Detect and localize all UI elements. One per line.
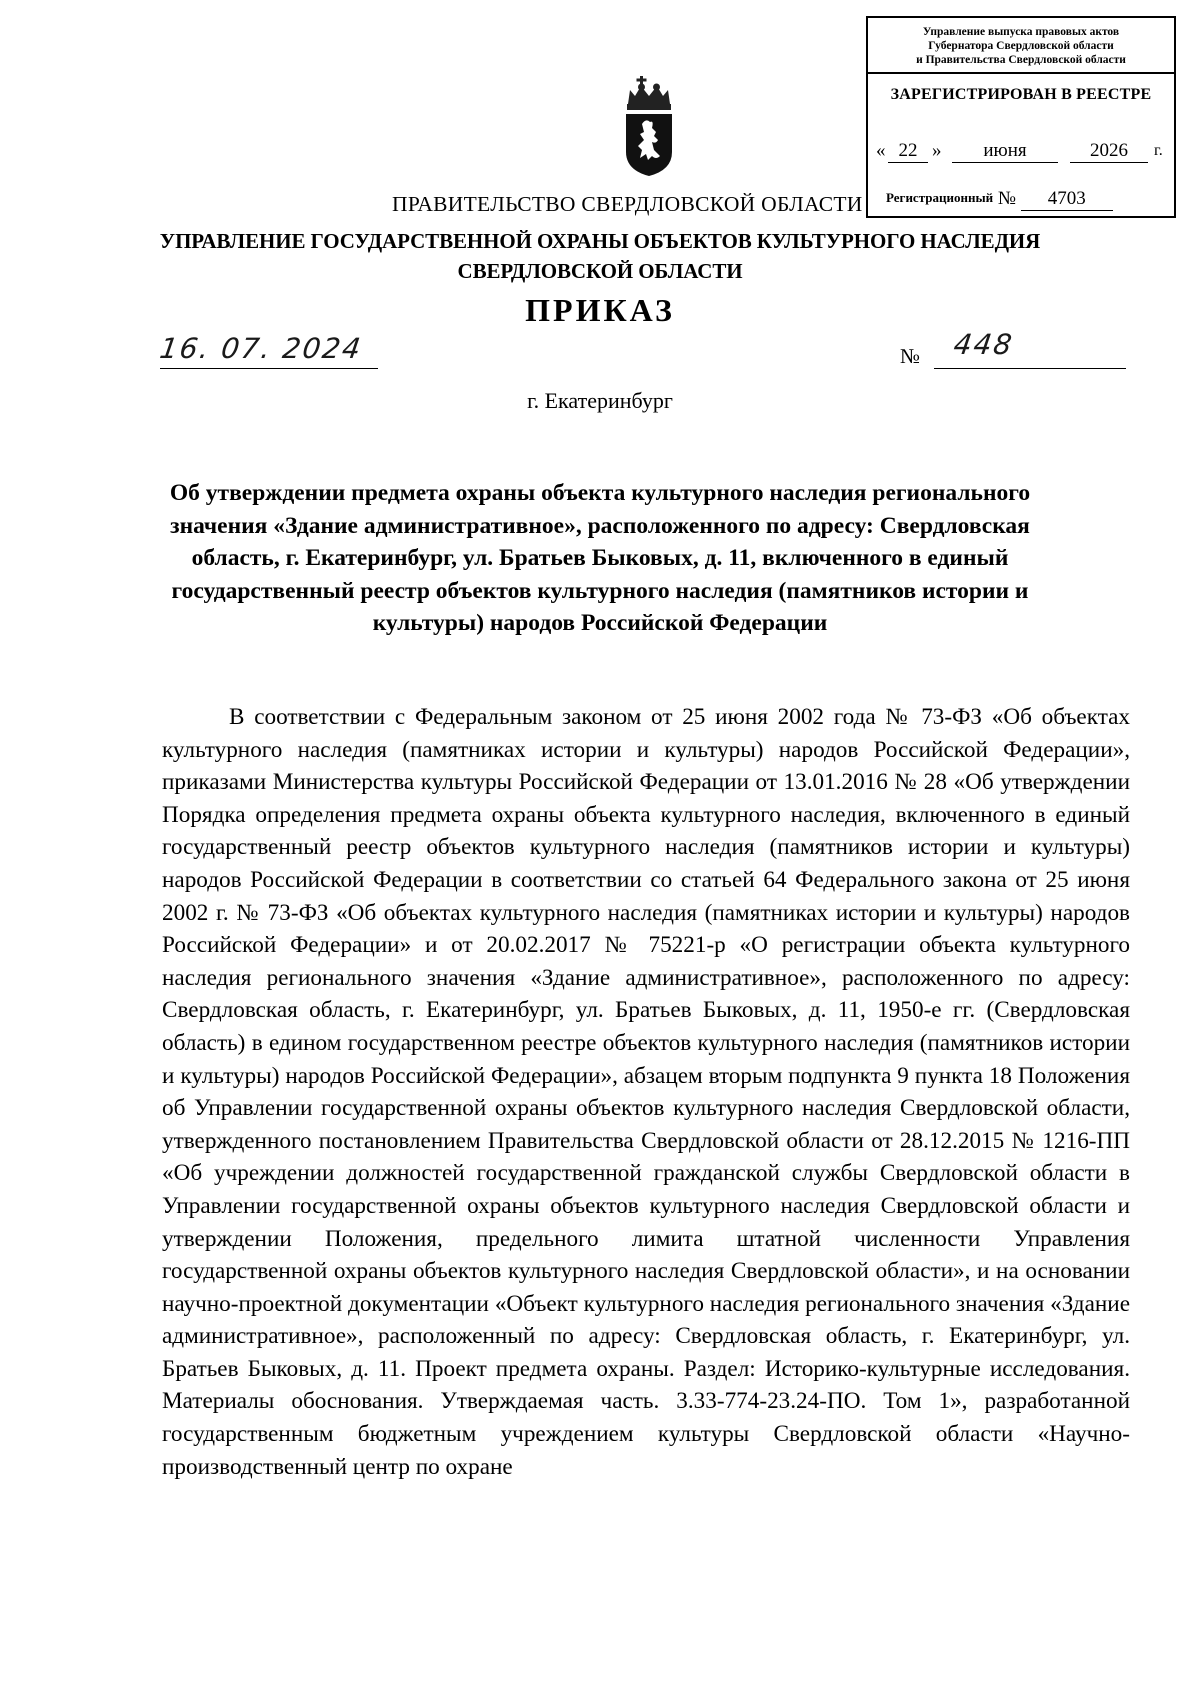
stamp-quote-open: « xyxy=(876,140,886,161)
stamp-title: ЗАРЕГИСТРИРОВАН В РЕЕСТРЕ xyxy=(890,86,1152,103)
body-text xyxy=(162,701,1130,1483)
stamp-day: 22 xyxy=(888,140,928,163)
order-date-field xyxy=(157,332,378,369)
stamp-quote-close: » xyxy=(932,140,942,161)
stamp-year-suffix: г. xyxy=(1154,142,1163,159)
registration-stamp xyxy=(866,16,1176,218)
number-sign: № xyxy=(900,344,921,368)
stamp-year: 2026 xyxy=(1070,140,1148,163)
order-number-handwritten: 448 xyxy=(951,328,1016,361)
order-date-handwritten: 16. 07. 2024 xyxy=(157,332,365,365)
stamp-reg-sign: № xyxy=(997,188,1016,209)
coat-of-arms-icon xyxy=(618,74,680,178)
government-name: ПРАВИТЕЛЬСТВО СВЕРДЛОВСКОЙ ОБЛАСТИ xyxy=(392,192,863,216)
stamp-header-line: и Правительства Свердловской области xyxy=(916,54,1126,66)
order-number-field xyxy=(900,328,1126,368)
stamp-header xyxy=(868,18,1174,74)
stamp-reg-label: Регистрационный xyxy=(886,190,994,205)
body-paragraph: В соответствии с Федеральным законом от 25 июня 2002 года № 73-ФЗ «Об объектах культурного наследия (памятниках истории и культуры) народов Российской Федерации», приказами Министерства культуры Российской Федерации от 13.01.2016 № 28 «Об утверждении Порядка определения предмета охраны объекта культурного наследия, включенного в единый государственный реестр объектов культурного наследия (памятников истории и культуры) народов Российской Федерации в соответствии со статьей 64 Федерального закона от 25 июня 2002 г. № 73-ФЗ «Об объектах культурного наследия (памятниках истории и культуры) народов Российской Федерации» и от 20.02.2017 № 75221-р «О регистрации объекта культурного наследия регионального значения «Здание административное», расположенного по адресу: Свердловская область, г. Екатеринбург, ул. Братьев Быковых, д. 11, 1950-е гг. (Свердловская область) в едином государственном реестре объектов культурного наследия (памятников истории и культуры) народов Российской Федерации», абзацем вторым подпункта 9 пункта 18 Положения об Управлении государственной охраны объектов культурного наследия Свердловской области, утвержденного постановлением Правительства Свердловской области от 28.12.2015 № 1216-ПП «Об учреждении должностей государственной гражданской службы Свердловской области в Управлении государственной охраны объектов культурного наследия Свердловской области и утверждении Положения, предельного лимита штатной численности Управления государственной охраны объектов культурного наследия Свердловской области», и на основании научно-проектной документации «Объект культурного наследия регионального значения «Здание административное», расположенный по адресу: Свердловская область, г. Екатеринбург, ул. Братьев Быковых, д. 11. Проект предмета охраны. Раздел: Историко-культурные исследования. Материалы обоснования. Утверждаемая часть. 3.33-774-23.24-ПО. Том 1», разработанной государственным бюджетным учреждением культуры Свердловской области «Научно-производственный центр по охране xyxy=(162,704,1130,1480)
stamp-reg-number: 4703 xyxy=(1021,188,1113,211)
city: г. Екатеринбург xyxy=(527,388,673,413)
department-name: УПРАВЛЕНИЕ ГОСУДАРСТВЕННОЙ ОХРАНЫ ОБЪЕКТОВ КУЛЬТУРНОГО НАСЛЕДИЯ СВЕРДЛОВСКОЙ ОБЛАСТИ xyxy=(159,229,1041,283)
stamp-header-line: Губернатора Свердловской области xyxy=(928,40,1114,52)
stamp-header-line: Управление выпуска правовых актов xyxy=(922,26,1120,38)
stamp-month: июня xyxy=(952,140,1058,163)
order-subject: Об утверждении предмета охраны объекта культурного наследия регионального значения «Здание административное», расположенного по адресу: Свердловская область, г. Екатеринбург, ул. Братьев Быковых, д. 11, включенного в единый государственный реестр объектов культурного наследия (памятников истории и культуры) народов Российской Федерации xyxy=(169,480,1031,636)
document-type: ПРИКАЗ xyxy=(525,292,675,328)
stamp-registration xyxy=(886,188,1113,211)
